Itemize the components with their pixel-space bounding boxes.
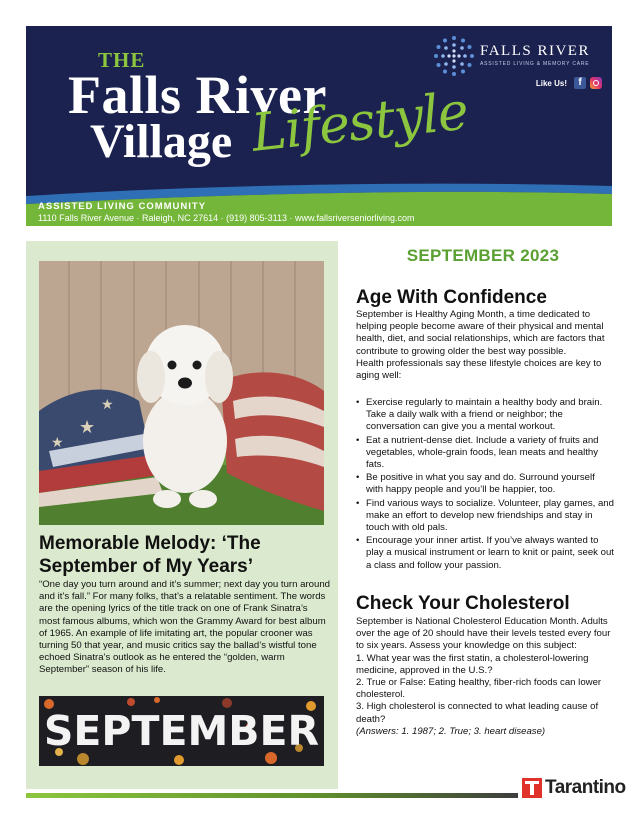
list-item: • Be positive in what you say and do. Surround yourself with happy people and you’ll be happier, too.	[356, 472, 614, 496]
brand-subtitle: ASSISTED LIVING & MEMORY CARE	[480, 61, 590, 67]
cholesterol-question-3: 3. High cholesterol is connected to what leading cause of death?	[356, 701, 599, 725]
melody-body: “One day you turn around and it’s summer; next day you turn around and it’s fall.” For many folks, that’s a relatable sentiment. The words are the opening lyrics of the title track on one of Frank Sinatra’s most famous albums, which won the Grammy Award for best album of 1965. An example of life imitating art, the popular crooner was turning 50 that year, and music critics say the ballad’s wistful tone echoed Sinatra’s outlook as he entered the “golden, warm September” season of his life.	[39, 579, 330, 676]
social-links	[536, 77, 602, 89]
september-banner	[39, 696, 324, 766]
aging-intro-block	[356, 309, 614, 382]
melody-title: Memorable Melody: ‘The September of My Years’	[39, 533, 261, 577]
title-falls-river: Falls River	[68, 65, 327, 125]
aging-intro: September is Healthy Aging Month, a time dedicated to helping people become aware of their physical and mental health, diet, and social relationships, which are factors that contribute to growing older the best way possible.	[356, 309, 605, 357]
svg-text:★: ★	[101, 397, 114, 413]
publisher-name: Tarantino	[545, 777, 626, 798]
instagram-icon[interactable]	[590, 77, 602, 89]
tarantino-logo-icon	[522, 778, 542, 798]
title-the: THE	[98, 48, 146, 72]
cholesterol-intro: September is National Cholesterol Education Month. Adults over the age of 20 should have their levels tested every four to six years. Assess your knowledge on this subject:	[356, 616, 611, 652]
svg-text:★: ★	[51, 435, 64, 451]
masthead	[26, 26, 612, 226]
footer-bar	[26, 793, 518, 798]
title-lifestyle: Lifestyle	[248, 81, 471, 164]
aging-lead: Health professionals say these lifestyle choices are key to aging well:	[356, 357, 602, 382]
like-us-label: Like Us!	[535, 78, 567, 88]
issue-month: SEPTEMBER 2023	[406, 246, 560, 265]
cholesterol-title: Check Your Cholesterol	[356, 593, 570, 614]
list-item: • Eat a nutrient-dense diet. Include a variety of fruits and vegetables, whole-grain foods, lean meats and healthy fats.	[356, 435, 614, 472]
list-item: • Exercise regularly to maintain a healthy body and brain. Take a daily walk with a friend or neighbor; the conversation can give you a mental workout.	[356, 397, 614, 434]
aging-tips-list	[356, 397, 614, 573]
list-item: • Encourage your inner artist. If you’ve always wanted to play a musical instrument or learn to knit or paint, seek out a class and follow your passion.	[356, 535, 614, 572]
svg-text:★: ★	[79, 417, 96, 438]
facebook-icon[interactable]: f	[574, 77, 586, 89]
title-village: Village	[90, 115, 233, 168]
list-item: • Find various ways to socialize. Volunteer, play games, and make an effort to develop new friendships and stay in touch with old pals.	[356, 498, 614, 535]
falls-river-logo-icon	[432, 34, 476, 78]
september-banner-word: SEPTEMBER	[43, 707, 320, 755]
brand-name: FALLS RIVER	[480, 43, 590, 59]
cholesterol-question-2: 2. True or False: Eating healthy, fiber-rich foods can lower cholesterol.	[356, 677, 602, 701]
cholesterol-answers: (Answers: 1. 1987; 2. True; 3. heart disease)	[356, 725, 546, 737]
community-type: ASSISTED LIVING COMMUNITY	[38, 201, 207, 212]
publisher-logo	[522, 777, 626, 799]
aging-title: Age With Confidence	[356, 287, 547, 308]
cholesterol-body	[356, 616, 614, 738]
cholesterol-question-1: 1. What year was the first statin, a cholesterol-lowering medicine, approved in the U.S.?	[356, 652, 589, 676]
puppy-flag-photo	[39, 261, 324, 525]
address-line: 1110 Falls River Avenue · Raleigh, NC 27614 · (919) 805-3113 · www.fallsriverseniorliving.com	[38, 213, 415, 223]
left-column	[26, 241, 338, 789]
